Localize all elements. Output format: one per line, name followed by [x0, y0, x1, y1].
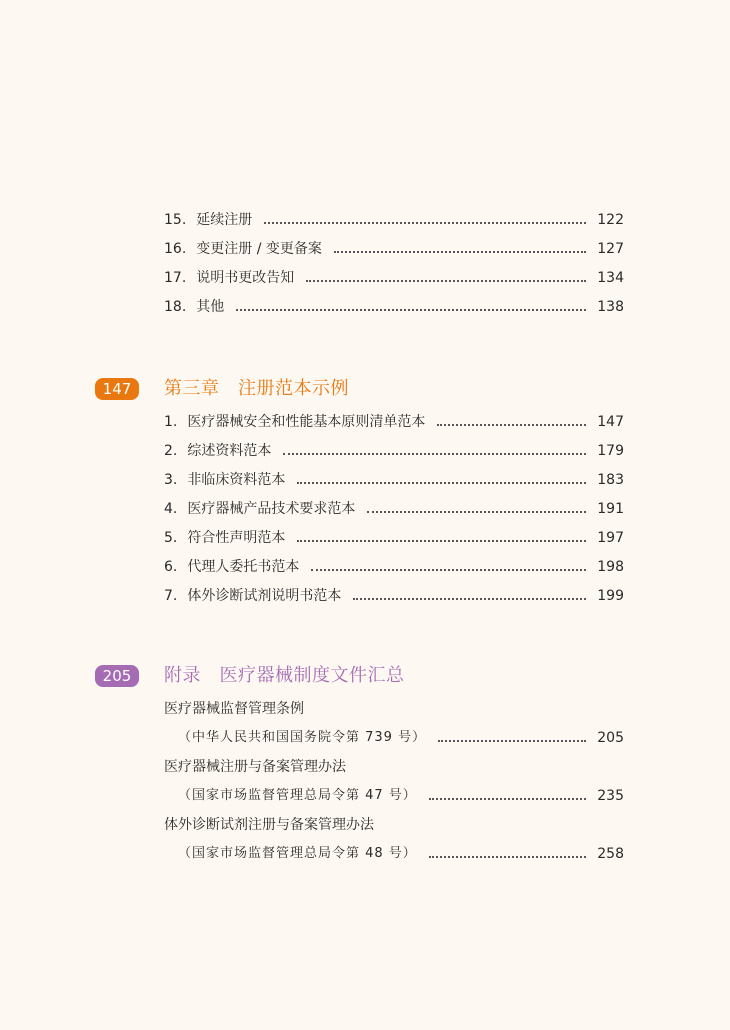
dot-leader [306, 278, 586, 282]
toc-entry[interactable] [164, 266, 624, 290]
entry-number: 3. [164, 472, 178, 488]
toc-entry[interactable] [164, 726, 624, 750]
entry-number: 2. [164, 443, 178, 459]
entry-number: 6. [164, 559, 178, 575]
entry-title: 综述资料范本 [187, 443, 272, 459]
document-title[interactable]: 体外诊断试剂注册与备案管理办法 [164, 817, 374, 833]
document-title[interactable]: 医疗器械监督管理条例 [164, 701, 304, 717]
entry-title: 变更注册 / 变更备案 [196, 241, 322, 257]
dot-leader [429, 854, 586, 858]
entry-page: 134 [597, 270, 624, 286]
entry-number: 18. [164, 299, 187, 315]
entry-title: 符合性声明范本 [187, 530, 286, 546]
toc-entry[interactable] [164, 842, 624, 866]
entry-page: 122 [597, 212, 624, 228]
entry-title: 医疗器械安全和性能基本原则清单范本 [187, 414, 426, 430]
entry-number: 17. [164, 270, 187, 286]
document-title[interactable]: 医疗器械注册与备案管理办法 [164, 759, 346, 775]
dot-leader [438, 738, 586, 742]
entry-title: 非临床资料范本 [187, 472, 286, 488]
entry-subtitle: （国家市场监督管理总局令第 47 号） [178, 788, 417, 803]
entry-page: 191 [597, 501, 624, 517]
entry-page: 179 [597, 443, 624, 459]
dot-leader [367, 509, 586, 513]
entry-title: 医疗器械产品技术要求范本 [187, 501, 356, 517]
entry-number: 4. [164, 501, 178, 517]
dot-leader [353, 596, 586, 600]
chapter-title[interactable]: 第三章 注册范本示例 [164, 378, 349, 399]
dot-leader [437, 422, 586, 426]
entry-page: 147 [597, 414, 624, 430]
entry-number: 15. [164, 212, 187, 228]
entry-title: 其他 [196, 299, 225, 315]
entry-title: 体外诊断试剂说明书范本 [187, 588, 342, 604]
entry-page: 138 [597, 299, 624, 315]
entry-title: 说明书更改告知 [196, 270, 295, 286]
entry-title: 延续注册 [196, 212, 253, 228]
entry-number: 1. [164, 414, 178, 430]
dot-leader [297, 538, 586, 542]
entry-number: 7. [164, 588, 178, 604]
toc-entry[interactable] [164, 208, 624, 232]
dot-leader [283, 451, 586, 455]
entry-page: 205 [597, 730, 624, 746]
chapter-page-badge[interactable]: 147 [95, 378, 139, 400]
dot-leader [236, 307, 586, 311]
toc-entry[interactable] [164, 584, 624, 608]
toc-entry[interactable] [164, 468, 624, 492]
toc-entry[interactable] [164, 410, 624, 434]
entry-number: 16. [164, 241, 187, 257]
entry-page: 197 [597, 530, 624, 546]
dot-leader [429, 796, 586, 800]
entry-page: 127 [597, 241, 624, 257]
toc-entry[interactable] [164, 526, 624, 550]
entry-page: 198 [597, 559, 624, 575]
entry-page: 258 [597, 846, 624, 862]
entry-page: 183 [597, 472, 624, 488]
entry-subtitle: （国家市场监督管理总局令第 48 号） [178, 846, 417, 861]
toc-entry[interactable] [164, 784, 624, 808]
toc-entry[interactable] [164, 497, 624, 521]
dot-leader [311, 567, 586, 571]
appendix-title[interactable]: 附录 医疗器械制度文件汇总 [164, 665, 405, 686]
toc-entry[interactable] [164, 555, 624, 579]
dot-leader [297, 480, 586, 484]
entry-subtitle: （中华人民共和国国务院令第 739 号） [178, 730, 427, 745]
dot-leader [264, 220, 586, 224]
entry-number: 5. [164, 530, 178, 546]
appendix-page-badge[interactable]: 205 [95, 665, 139, 687]
entry-title: 代理人委托书范本 [187, 559, 300, 575]
toc-entry[interactable] [164, 237, 624, 261]
entry-page: 235 [597, 788, 624, 804]
toc-entry[interactable] [164, 295, 624, 319]
dot-leader [334, 249, 586, 253]
toc-entry[interactable] [164, 439, 624, 463]
entry-page: 199 [597, 588, 624, 604]
